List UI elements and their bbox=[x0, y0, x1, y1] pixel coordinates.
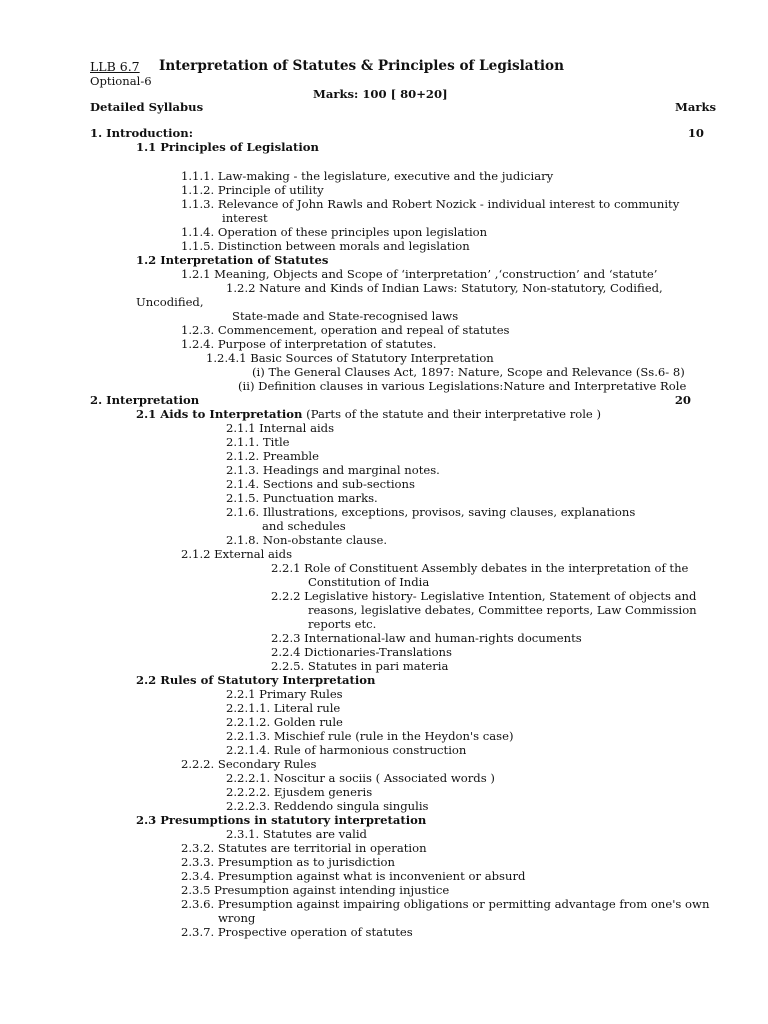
item-2-2-4-external: 2.2.4 Dictionaries-Translations bbox=[271, 645, 452, 659]
item-2-1-1: 2.1.1 Internal aids bbox=[226, 421, 335, 435]
item-1-1-3: 1.1.3. Relevance of John Rawls and Robert Nozick - individual interest to community bbox=[181, 197, 680, 211]
item-1-2-4-1-ii: (ii) Definition clauses in various Legislations:Nature and Interpretative Role bbox=[238, 379, 687, 393]
item-2-2-2: 2.2.2. Secondary Rules bbox=[181, 757, 317, 771]
detailed-syllabus-heading: Detailed Syllabus bbox=[90, 100, 204, 114]
item-2-2-1-1: 2.2.1.1. Literal rule bbox=[226, 701, 341, 715]
item-2-2-2-external-continued: reasons, legislative debates, Committee reports, Law Commission bbox=[308, 603, 697, 617]
course-code: LLB 6.7 bbox=[90, 59, 140, 74]
item-1-2-2: 1.2.2 Nature and Kinds of Indian Laws: Statutory, Non-statutory, Codified, bbox=[226, 281, 663, 295]
item-2-2-1-external-continued: Constitution of India bbox=[308, 575, 430, 589]
item-2-2-5-external: 2.2.5. Statutes in pari materia bbox=[271, 659, 449, 673]
item-2-2-1-4: 2.2.1.4. Rule of harmonious construction bbox=[226, 743, 467, 757]
item-2-1-1-title: 2.1.1. Title bbox=[226, 435, 290, 449]
item-2-2-2-2: 2.2.2.2. Ejusdem generis bbox=[226, 785, 373, 799]
item-2-2-3-external: 2.2.3 International-law and human-rights documents bbox=[271, 631, 582, 645]
item-1-1-5: 1.1.5. Distinction between morals and legislation bbox=[181, 239, 470, 253]
item-2-1-1-illustrations-continued: and schedules bbox=[262, 519, 346, 533]
item-1-1-4: 1.1.4. Operation of these principles upon legislation bbox=[181, 225, 488, 239]
subsection-2-1-note: (Parts of the statute and their interpretative role ) bbox=[302, 407, 602, 421]
item-1-2-3: 1.2.3. Commencement, operation and repeal of statutes bbox=[181, 323, 510, 337]
item-2-3-4: 2.3.4. Presumption against what is inconvenient or absurd bbox=[181, 869, 526, 883]
item-2-3-1: 2.3.1. Statutes are valid bbox=[226, 827, 367, 841]
item-2-3-7: 2.3.7. Prospective operation of statutes bbox=[181, 925, 413, 939]
section-1-marks: 10 bbox=[687, 126, 704, 140]
item-1-2-4-1-i: (i) The General Clauses Act, 1897: Nature, Scope and Relevance (Ss.6- 8) bbox=[252, 365, 685, 379]
item-2-2-2-1: 2.2.2.1. Noscitur a sociis ( Associated words ) bbox=[226, 771, 495, 785]
item-2-1-1-sections: 2.1.4. Sections and sub-sections bbox=[226, 477, 415, 491]
item-2-1-1-non-obstante: 2.1.8. Non-obstante clause. bbox=[226, 533, 388, 547]
item-2-3-5: 2.3.5 Presumption against intending injustice bbox=[181, 883, 450, 897]
item-2-2-1: 2.2.1 Primary Rules bbox=[226, 687, 343, 701]
item-1-1-2: 1.1.2. Principle of utility bbox=[181, 183, 324, 197]
marks-summary: Marks: 100 [ 80+20] bbox=[313, 87, 448, 101]
section-2-title: 2. Interpretation bbox=[90, 393, 200, 407]
subsection-1-2: 1.2 Interpretation of Statutes bbox=[136, 253, 329, 267]
item-2-2-2-external-continued-2: reports etc. bbox=[308, 617, 377, 631]
item-2-3-2: 2.3.2. Statutes are territorial in operation bbox=[181, 841, 427, 855]
item-1-2-4: 1.2.4. Purpose of interpretation of statutes. bbox=[181, 337, 437, 351]
item-2-2-2-3: 2.2.2.3. Reddendo singula singulis bbox=[226, 799, 429, 813]
item-2-2-1-external: 2.2.1 Role of Constituent Assembly debates in the interpretation of the bbox=[271, 561, 689, 575]
optional-label: Optional-6 bbox=[90, 74, 152, 88]
item-2-3-3: 2.3.3. Presumption as to jurisdiction bbox=[181, 855, 395, 869]
item-2-1-2: 2.1.2 External aids bbox=[181, 547, 293, 561]
item-2-1-1-headings: 2.1.3. Headings and marginal notes. bbox=[226, 463, 440, 477]
item-1-2-1: 1.2.1 Meaning, Objects and Scope of ‘interpretation’ ,‘construction’ and ‘statute’ bbox=[181, 267, 658, 281]
section-1-title: 1. Introduction: bbox=[90, 126, 193, 140]
item-2-1-1-preamble: 2.1.2. Preamble bbox=[226, 449, 319, 463]
item-1-2-2-continued-2: State-made and State-recognised laws bbox=[232, 309, 459, 323]
item-1-1-3-continued: interest bbox=[222, 211, 268, 225]
subsection-1-1: 1.1 Principles of Legislation bbox=[136, 140, 319, 154]
subsection-2-2: 2.2 Rules of Statutory Interpretation bbox=[136, 673, 376, 687]
item-1-2-4-1: 1.2.4.1 Basic Sources of Statutory Interpretation bbox=[206, 351, 494, 365]
item-1-2-2-continued: Uncodified, bbox=[136, 295, 204, 309]
subsection-2-1 bbox=[136, 407, 601, 421]
course-title: Interpretation of Statutes & Principles of Legislation bbox=[159, 58, 565, 74]
section-2-marks: 20 bbox=[674, 393, 691, 407]
item-2-2-1-3: 2.2.1.3. Mischief rule (rule in the Heydon's case) bbox=[226, 729, 514, 743]
item-2-2-1-2: 2.2.1.2. Golden rule bbox=[226, 715, 343, 729]
subsection-2-1-heading: 2.1 Aids to Interpretation bbox=[136, 407, 303, 421]
item-1-1-1: 1.1.1. Law-making - the legislature, executive and the judiciary bbox=[181, 169, 554, 183]
item-2-3-6: 2.3.6. Presumption against impairing obligations or permitting advantage from one's own bbox=[181, 897, 710, 911]
marks-column-heading: Marks bbox=[674, 100, 716, 114]
item-2-1-1-punctuation: 2.1.5. Punctuation marks. bbox=[226, 491, 378, 505]
item-2-1-1-illustrations: 2.1.6. Illustrations, exceptions, provisos, saving clauses, explanations bbox=[226, 505, 636, 519]
subsection-2-3: 2.3 Presumptions in statutory interpretation bbox=[136, 813, 427, 827]
item-2-2-2-external: 2.2.2 Legislative history- Legislative Intention, Statement of objects and bbox=[271, 589, 697, 603]
item-2-3-6-continued: wrong bbox=[218, 911, 256, 925]
